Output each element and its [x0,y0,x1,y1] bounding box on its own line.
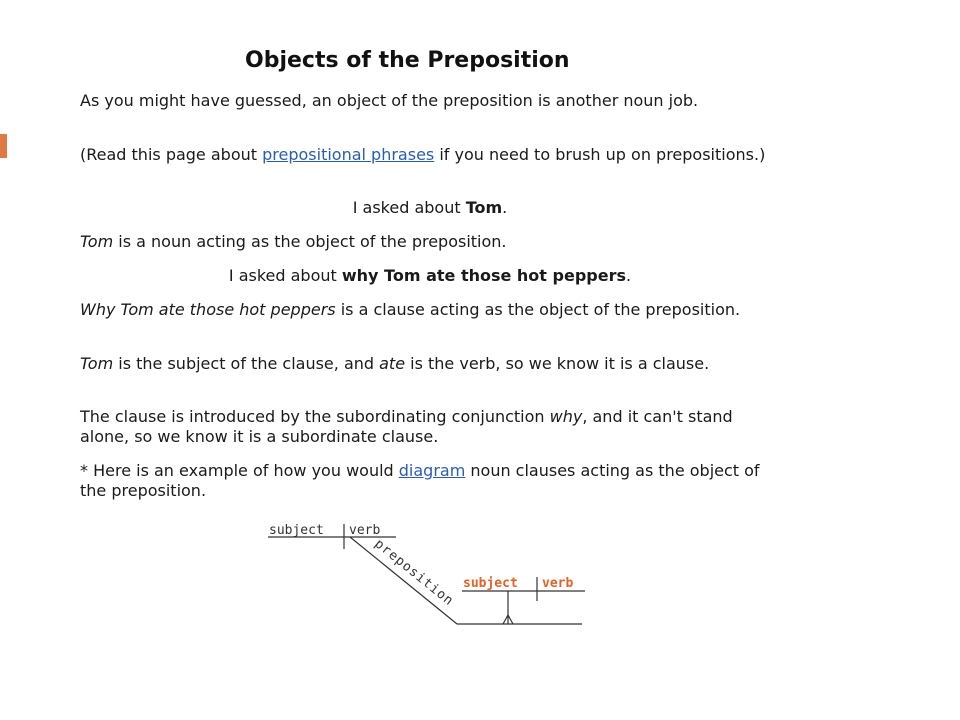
paragraph-read-link: (Read this page about prepositional phrases if you need to brush up on prepositions.) [80,145,766,164]
diagram-link[interactable]: diagram [398,461,466,480]
clause-subject-label: subject [463,576,518,591]
accent-bar [0,134,7,158]
example-sentence-2: I asked about why Tom ate those hot peppers. [228,266,632,285]
main-subject-label: subject [269,523,324,538]
preposition-slant-line [350,537,457,624]
example-sentence-1: I asked about Tom. [352,198,508,217]
paragraph-subject-verb: Tom is the subject of the clause, and ate is the verb, so we know it is a clause. [80,354,710,373]
pedestal-foot-right [508,615,513,624]
main-verb-label: verb [349,523,381,538]
sentence-diagram [260,515,600,635]
paragraph-subordinate: The clause is introduced by the subordinating conjunction why, and it can't stand alone, so we know it is a subordinate clause. [80,407,733,446]
paragraph-diagram-link: * Here is an example of how you would diagram noun clauses acting as the object of the preposition. [80,461,760,500]
page-title: Objects of the Preposition [245,48,570,73]
preposition-label: preposition [371,536,457,610]
pedestal-foot-left [503,615,508,624]
clause-verb-label: verb [542,576,574,591]
paragraph-clause-object: Why Tom ate those hot peppers is a clause acting as the object of the preposition. [80,300,741,319]
paragraph-tom-noun: Tom is a noun acting as the object of the preposition. [80,232,507,251]
paragraph-intro: As you might have guessed, an object of the preposition is another noun job. [80,91,699,110]
prepositional-phrases-link[interactable]: prepositional phrases [262,145,435,164]
